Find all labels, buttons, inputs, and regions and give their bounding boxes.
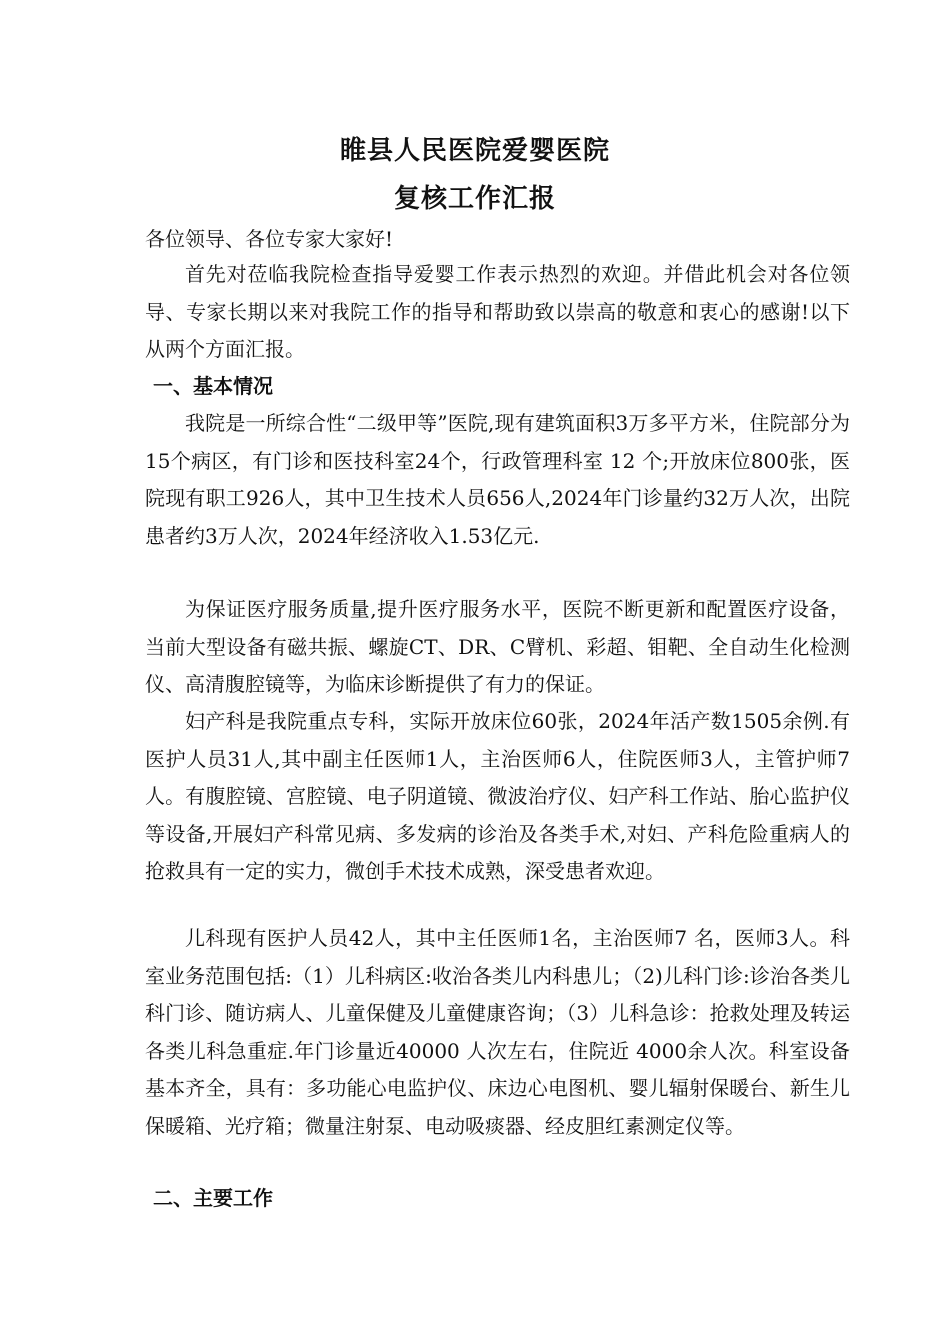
intro-paragraph: 首先对莅临我院检查指导爱婴工作表示热烈的欢迎。并借此机会对各位领导、专家长期以来对我院工作的指导和帮助致以崇高的敬意和衷心的感谢!以下从两个方面汇报。: [145, 262, 850, 361]
document-subtitle: 复核工作汇报: [393, 184, 556, 214]
greeting-line: 各位领导、各位专家大家好!: [145, 227, 394, 251]
paragraph-hospital-overview: 我院是一所综合性“二级甲等”医院,现有建筑面积3万多平方米，住院部分为15个病区，有门诊和医技科室24个，行政管理科室 12 个;开放床位800张，医院现有职工926人，其中卫生技术人员656人,2024年门诊量约32万人次，出院患者约3万人次，2024年经济收入1.53亿元.: [145, 411, 850, 548]
section-heading-main-work: 二、主要工作: [153, 1186, 273, 1210]
paragraph-equipment: 为保证医疗服务质量,提升医疗服务水平，医院不断更新和配置医疗设备，当前大型设备有磁共振、螺旋CT、DR、C臂机、彩超、钼靶、全自动生化检测仪、高清腹腔镜等，为临床诊断提供了有力的保证。: [145, 597, 850, 696]
paragraph-obstetrics: 妇产科是我院重点专科，实际开放床位60张，2024年活产数1505余例.有医护人员31人,其中副主任医师1人，主治医师6人，住院医师3人，主管护师7人。有腹腔镜、宫腔镜、电子阴道镜、微波治疗仪、妇产科工作站、胎心监护仪等设备,开展妇产科常见病、多发病的诊治及各类手术,对妇、产科危险重病人的抢救具有一定的实力，微创手术技术成熟，深受患者欢迎。: [145, 709, 850, 883]
document-title: 睢县人民医院爱婴医院: [339, 136, 610, 166]
section-heading-basic-info: 一、基本情况: [153, 374, 273, 398]
paragraph-pediatrics: 儿科现有医护人员42人，其中主任医师1名，主治医师7 名，医师3人。科室业务范围包括:（1）儿科病区:收治各类儿内科患儿；（2)儿科门诊:诊治各类儿科门诊、随访病人、儿童保健及儿童健康咨询；（3）儿科急诊：抢救处理及转运各类儿科急重症.年门诊量近40000 人次左右，住院近 4000余人次。科室设备基本齐全，具有：多功能心电监护仪、床边心电图机、婴儿辐射保暖台、新生儿保暖箱、光疗箱；微量注射泵、电动吸痰器、经皮胆红素测定仪等。: [145, 926, 850, 1138]
